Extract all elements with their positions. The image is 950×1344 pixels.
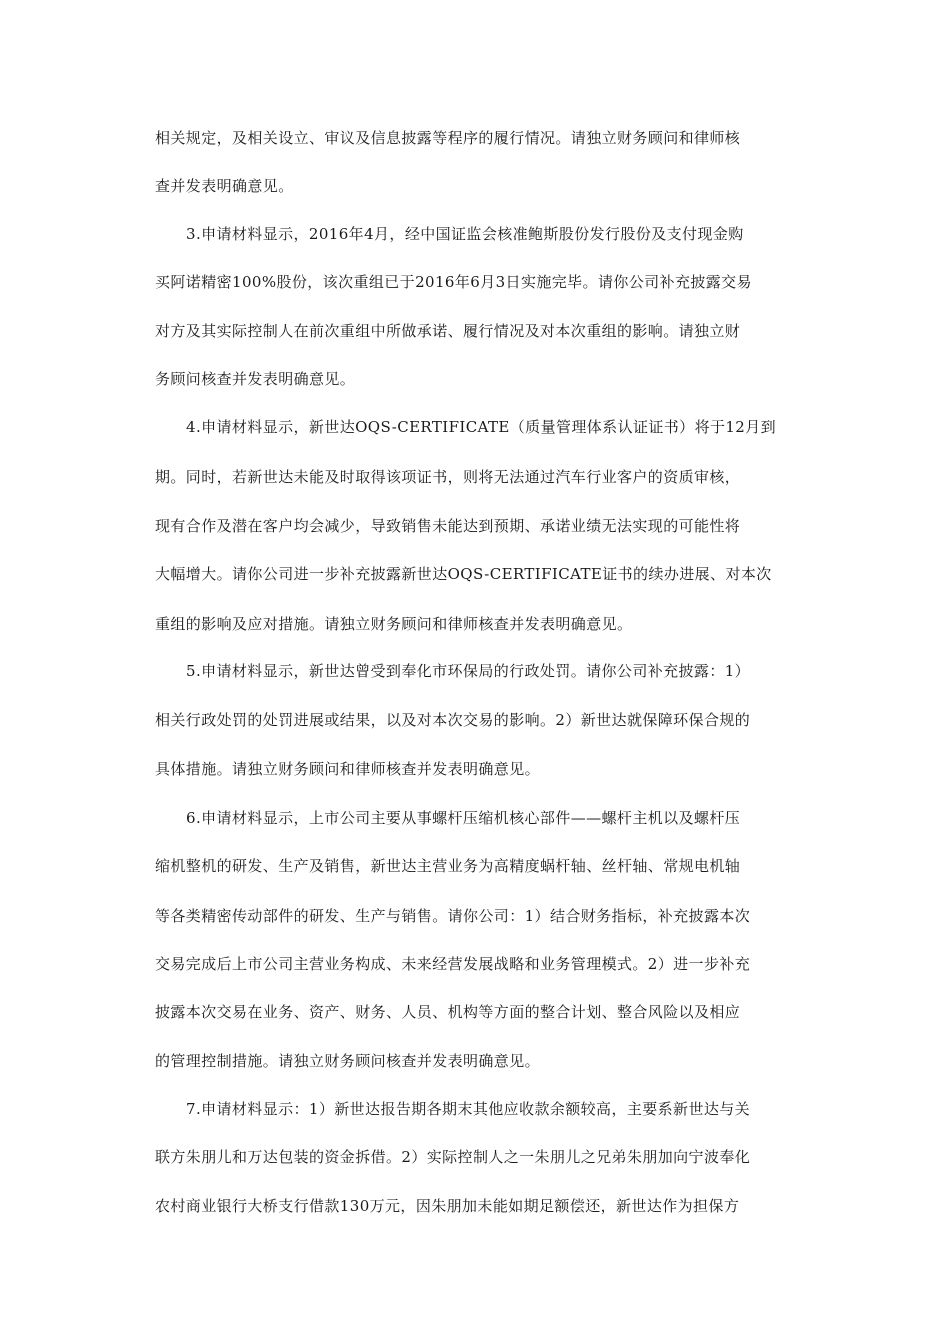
paragraph-6-start: 6.申请材料显示，上市公司主要从事螺杆压缩机核心部件——螺杆主机以及螺杆压 xyxy=(186,809,741,827)
paragraph-5-start: 5.申请材料显示，新世达曾受到奉化市环保局的行政处罚。请你公司补充披露：1） xyxy=(186,662,751,680)
text-line: 披露本次交易在业务、资产、财务、人员、机构等方面的整合计划、整合风险以及相应 xyxy=(155,1003,741,1021)
paragraph-3-start: 3.申请材料显示，2016年4月，经中国证监会核准鲍斯股份发行股份及支付现金购 xyxy=(186,225,744,243)
text-line: 具体措施。请独立财务顾问和律师核查并发表明确意见。 xyxy=(155,760,541,778)
text-line: 重组的影响及应对措施。请独立财务顾问和律师核查并发表明确意见。 xyxy=(155,615,633,633)
text-line: 务顾问核查并发表明确意见。 xyxy=(155,370,356,388)
text-line: 联方朱朋儿和万达包装的资金拆借。2）实际控制人之一朱朋儿之兄弟朱朋加向宁波奉化 xyxy=(155,1148,751,1166)
text-line: 大幅增大。请你公司进一步补充披露新世达OQS-CERTIFICATE证书的续办进展、对本次 xyxy=(155,565,772,583)
text-line: 现有合作及潜在客户均会减少，导致销售未能达到预期、承诺业绩无法实现的可能性将 xyxy=(155,517,741,535)
text-line: 的管理控制措施。请独立财务顾问核查并发表明确意见。 xyxy=(155,1052,541,1070)
paragraph-7-start: 7.申请材料显示：1）新世达报告期各期末其他应收款余额较高，主要系新世达与关 xyxy=(186,1100,751,1118)
text-line: 农村商业银行大桥支行借款130万元，因朱朋加未能如期足额偿还，新世达作为担保方 xyxy=(155,1197,740,1215)
text-line: 缩机整机的研发、生产及销售，新世达主营业务为高精度蜗杆轴、丝杆轴、常规电机轴 xyxy=(155,857,741,875)
text-line: 期。同时，若新世达未能及时取得该项证书，则将无法通过汽车行业客户的资质审核， xyxy=(155,468,741,486)
text-line: 交易完成后上市公司主营业务构成、未来经营发展战略和业务管理模式。2）进一步补充 xyxy=(155,955,751,973)
text-line: 对方及其实际控制人在前次重组中所做承诺、履行情况及对本次重组的影响。请独立财 xyxy=(155,322,741,340)
text-line: 相关行政处罚的处罚进展或结果，以及对本次交易的影响。2）新世达就保障环保合规的 xyxy=(155,711,751,729)
text-line: 买阿诺精密100%股份，该次重组已于2016年6月3日实施完毕。请你公司补充披露交易 xyxy=(155,273,752,291)
text-line: 相关规定，及相关设立、审议及信息披露等程序的履行情况。请独立财务顾问和律师核 xyxy=(155,129,741,147)
text-line: 查并发表明确意见。 xyxy=(155,177,294,195)
text-line: 等各类精密传动部件的研发、生产与销售。请你公司：1）结合财务指标，补充披露本次 xyxy=(155,907,751,925)
paragraph-4-start: 4.申请材料显示，新世达OQS-CERTIFICATE（质量管理体系认证证书）将于12月到 xyxy=(186,418,777,436)
